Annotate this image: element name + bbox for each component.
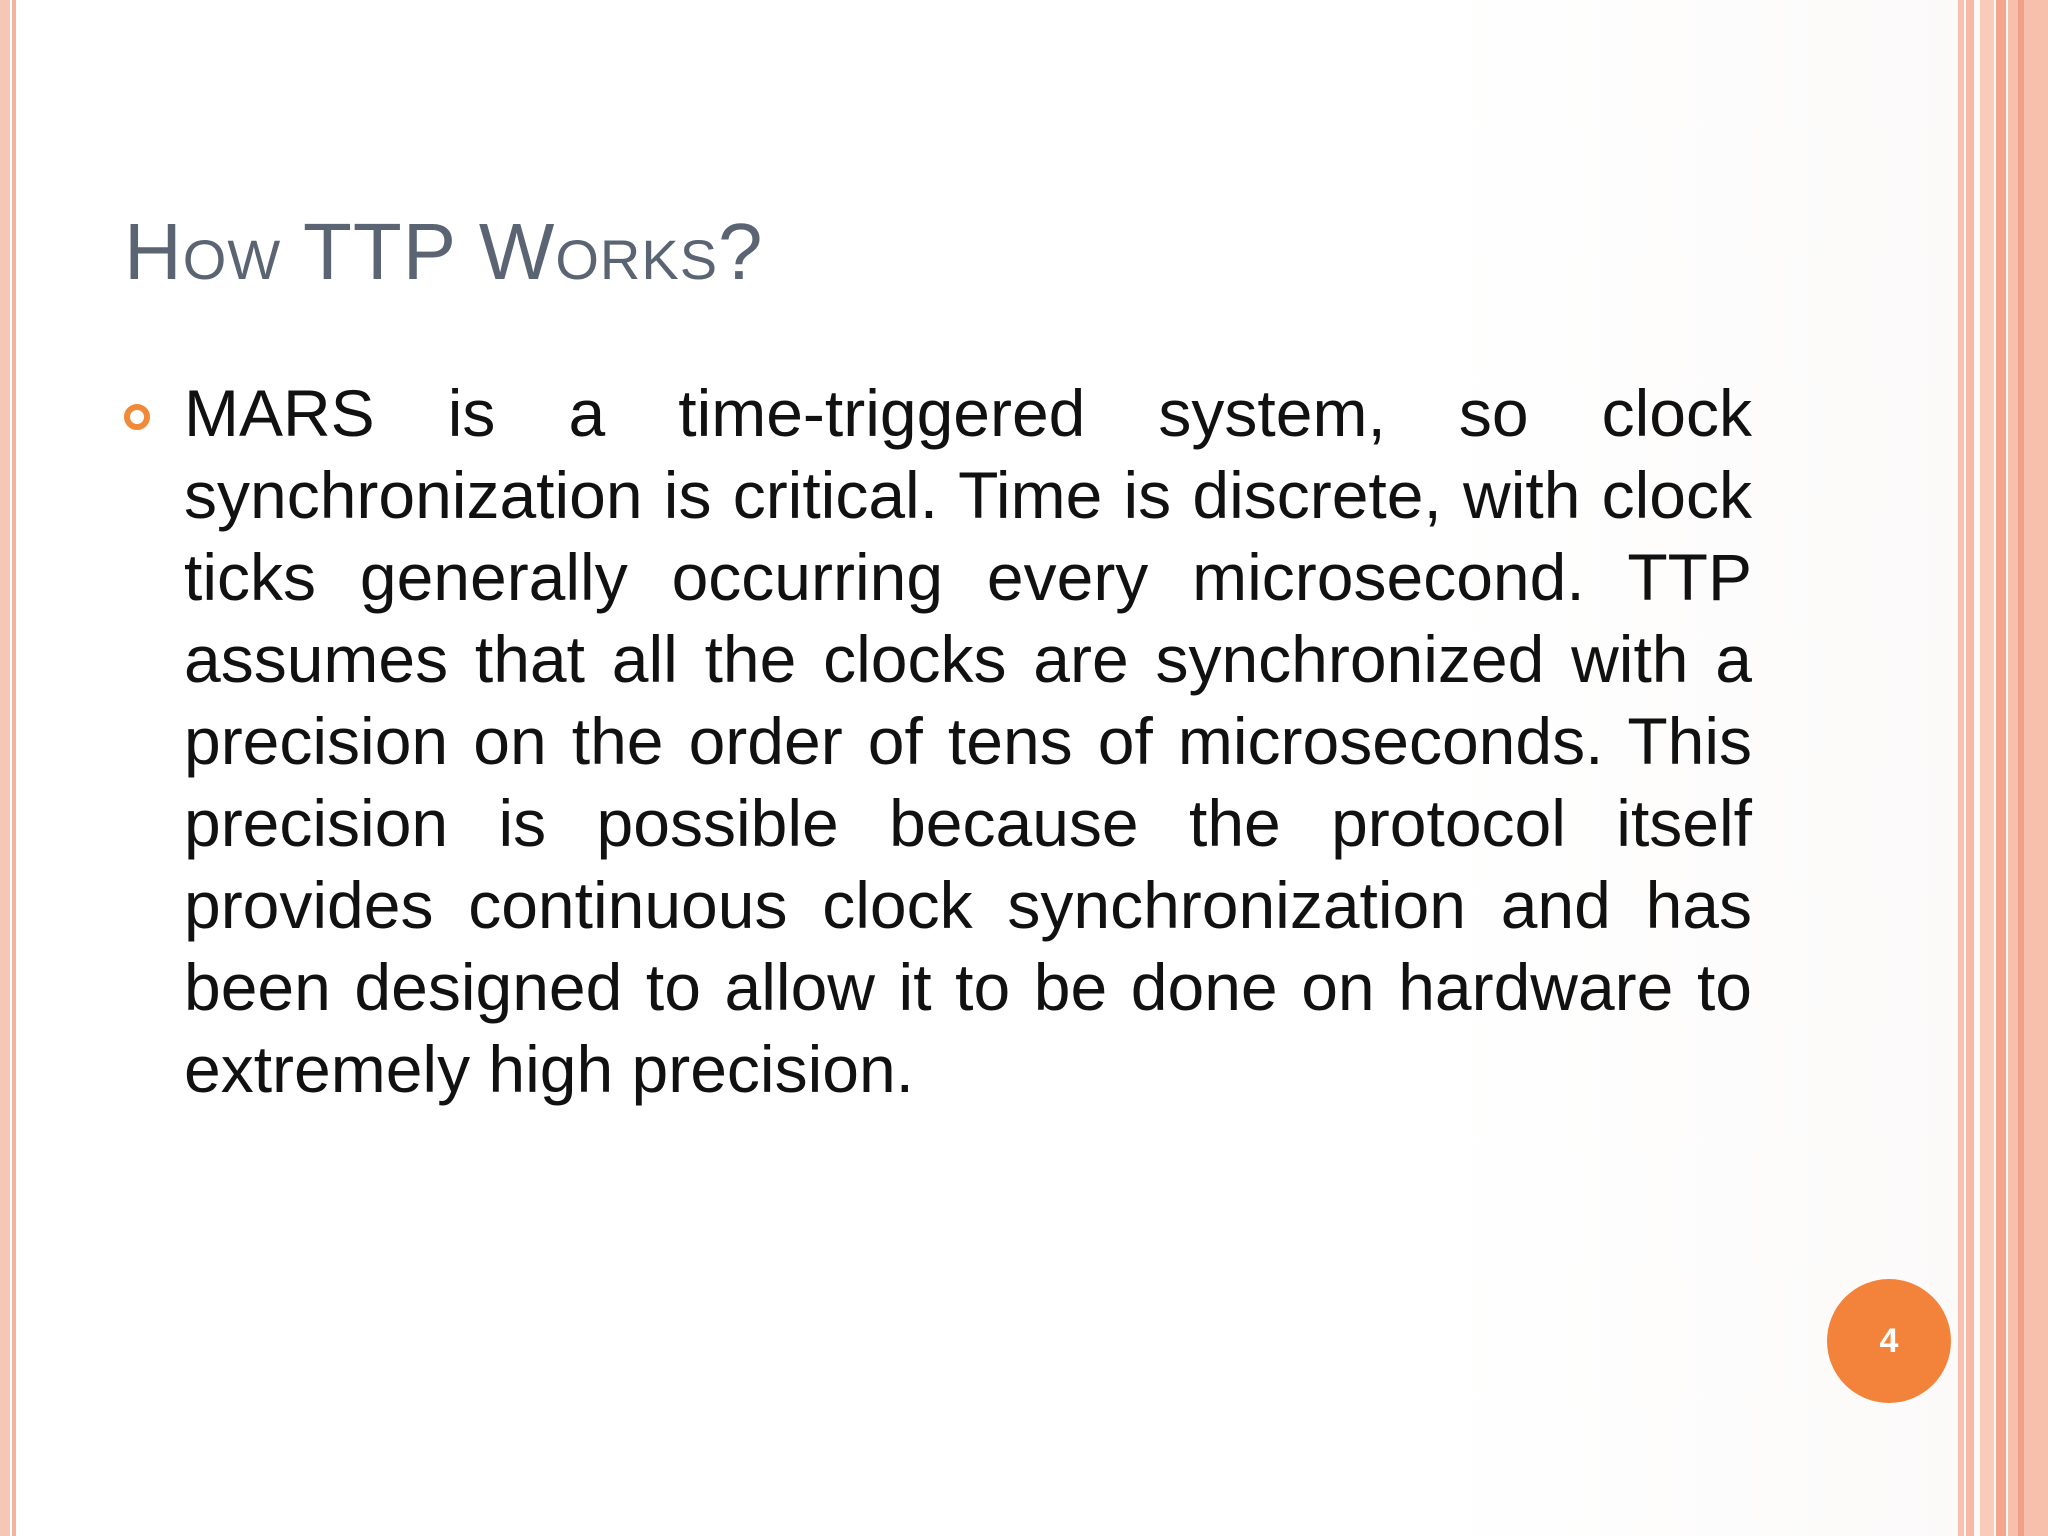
- page-number-badge: 4: [1827, 1279, 1951, 1403]
- slide-title: How TTP Works?: [124, 207, 764, 296]
- right-border-stripe: [1980, 0, 1994, 1536]
- bullet-text: MARS is a time-triggered system, so clock synchronization is critical. Time is discrete, with clock ticks generally occurring every microsecond. TTP assumes that all the clocks are synchronized with a precision on the order of tens of microseconds. This precision is possible because the protocol itself provides continuous clock synchronization and has been designed to allow it to be done on hardware to extremely high precision.: [184, 376, 1752, 1106]
- right-border-band: [2008, 0, 2048, 1536]
- right-border-stripe: [1966, 0, 1974, 1536]
- bullet-item: [124, 372, 1752, 1110]
- left-border-line: [12, 0, 16, 1536]
- slide-body: [124, 372, 1752, 1110]
- hollow-circle-bullet-icon: [124, 404, 150, 430]
- right-border-line: [2018, 0, 2024, 1536]
- left-border-stripe: [0, 0, 10, 1536]
- right-border-stripe: [1958, 0, 1964, 1536]
- right-border-stripe: [1996, 0, 2006, 1536]
